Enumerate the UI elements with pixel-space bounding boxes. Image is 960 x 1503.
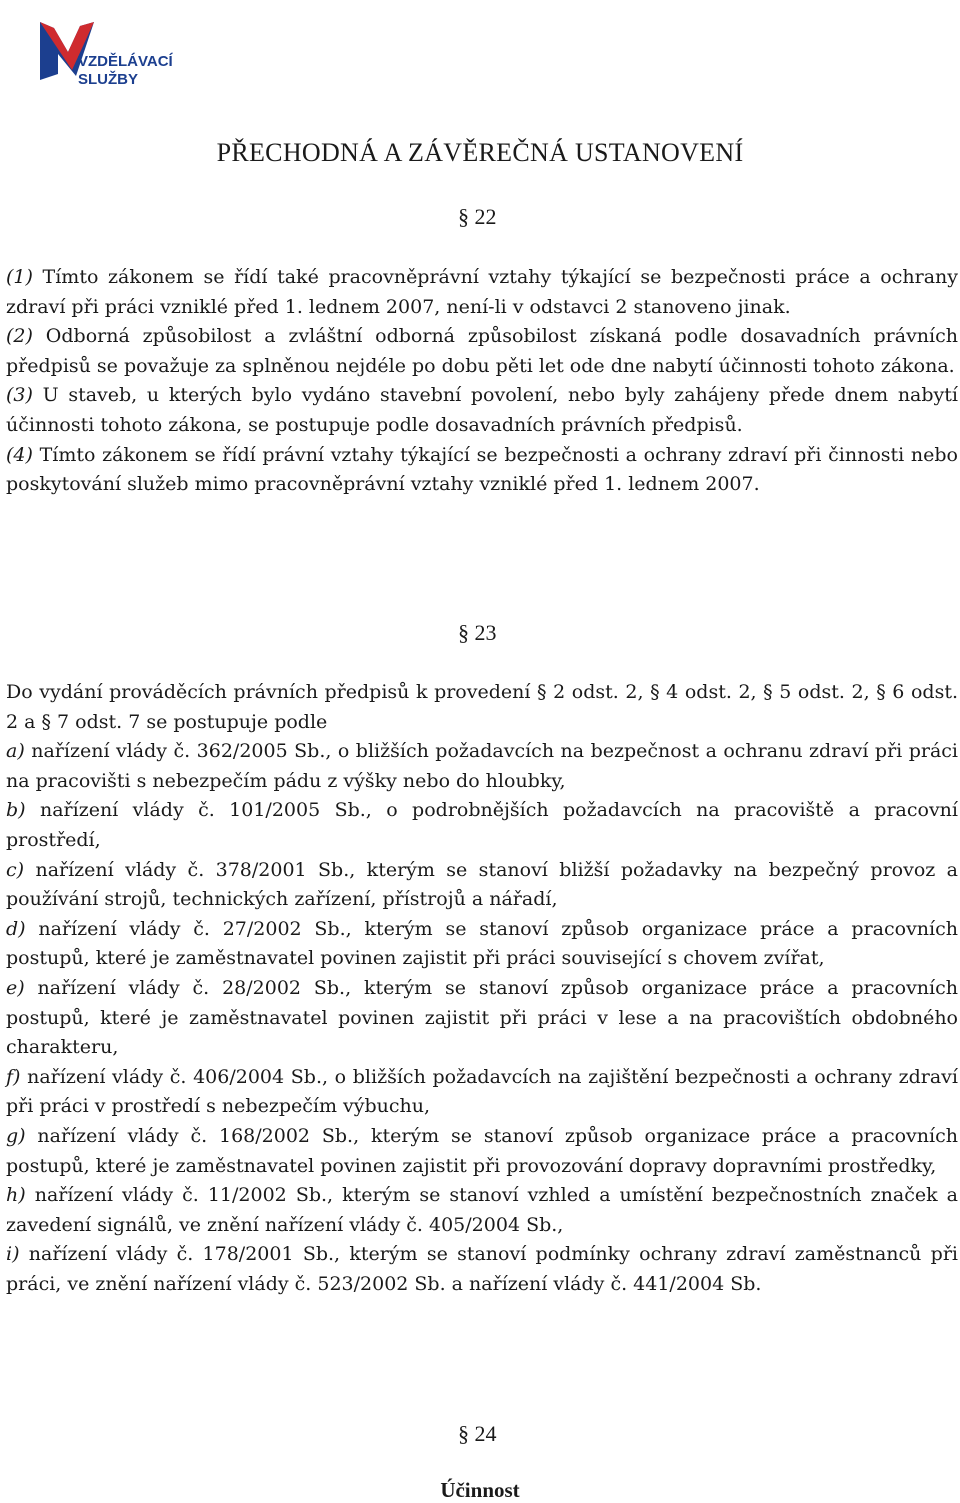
paragraph-2-text: Odborná způsobilost a zvláštní odborná způsobilost získaná podle dosavadních právních předpisů se považuje za splněnou nejdéle po dobu pěti let ode dne nabytí účinnosti tohoto zákona.: [6, 325, 958, 377]
paragraph-1-mark: (1): [6, 266, 33, 288]
section-23-intro: Do vydání prováděcích právních předpisů k provedení § 2 odst. 2, § 4 odst. 2, § 5 odst. 2, § 6 odst. 2 a § 7 odst. 7 se postupuje podle: [6, 681, 958, 733]
list-item-mark: a): [6, 740, 25, 763]
regulation-list: [6, 737, 958, 1299]
paragraph-4: [6, 441, 958, 500]
logo-mark-icon: [36, 14, 176, 96]
list-item-text: nařízení vlády č. 28/2002 Sb., kterým se stanoví způsob organizace práce a pracovních postupů, které je zaměstnavatel povinen zajistit při práci v lese a na pracovištích obdobného charakteru,: [6, 976, 958, 1059]
section-22-body: [6, 263, 958, 500]
paragraph-4-mark: (4): [6, 443, 33, 466]
paragraph-2: [6, 322, 958, 381]
page-title: PŘECHODNÁ A ZÁVĚREČNÁ USTANOVENÍ: [216, 138, 744, 167]
list-item: [6, 1063, 958, 1122]
section-23-body: [6, 678, 958, 1299]
paragraph-1: [6, 263, 958, 322]
section-22-number: § 22: [458, 204, 497, 229]
paragraph-1-text: Tímto zákonem se řídí také pracovněprávní vztahy týkající se bezpečnosti práce a ochrany zdraví při práci vzniklé před 1. lednem 2007, není-li v odstavci 2 stanoveno jinak.: [6, 266, 958, 318]
list-item-mark: h): [6, 1184, 26, 1207]
list-item-text: nařízení vlády č. 168/2002 Sb., kterým se stanoví způsob organizace práce a pracovních postupů, které je zaměstnavatel povinen zajistit při provozování dopravy dopravními prostředky,: [6, 1124, 958, 1177]
list-item-text: nařízení vlády č. 11/2002 Sb., kterým se stanoví vzhled a umístění bezpečnostních značek a zavedení signálů, ve znění nařízení vlády č. 405/2004 Sb.,: [6, 1184, 958, 1236]
list-item-text: nařízení vlády č. 406/2004 Sb., o bližších požadavcích na zajištění bezpečnosti a ochrany zdraví při práci v prostředí s nebezpečím výbuchu,: [6, 1065, 958, 1118]
paragraph-2-mark: (2): [6, 325, 33, 348]
list-item-mark: b): [6, 799, 26, 822]
vzdelavaci-sluzby-logo: [36, 14, 176, 96]
logo-line2: SLUŽBY: [78, 71, 138, 88]
list-item: [6, 737, 958, 796]
list-item-text: nařízení vlády č. 27/2002 Sb., kterým se stanoví způsob organizace práce a pracovních postupů, které je zaměstnavatel povinen zajistit při práci související s chovem zvířat,: [6, 917, 958, 970]
list-item: [6, 1122, 958, 1181]
list-item: [6, 974, 958, 1063]
paragraph-3: [6, 381, 958, 440]
list-item-mark: c): [6, 858, 25, 881]
list-item: [6, 856, 958, 915]
list-item-text: nařízení vlády č. 101/2005 Sb., o podrobnějších požadavcích na pracoviště a pracovní prostředí,: [6, 799, 958, 851]
list-item-mark: d): [6, 917, 26, 940]
list-item-mark: f): [6, 1065, 21, 1088]
list-item-text: nařízení vlády č. 378/2001 Sb., kterým se stanoví bližší požadavky na bezpečný provoz a používání strojů, technických zařízení, přístrojů a nářadí,: [6, 858, 958, 911]
section-24-heading: Účinnost: [440, 1478, 520, 1502]
list-item: [6, 915, 958, 974]
list-item-mark: g): [6, 1124, 26, 1147]
list-item: [6, 1240, 958, 1299]
list-item-mark: i): [6, 1243, 20, 1266]
section-23-number: § 23: [458, 620, 497, 645]
list-item: [6, 796, 958, 855]
list-item-text: nařízení vlády č. 178/2001 Sb., kterým se stanoví podmínky ochrany zdraví zaměstnanců při práci, ve znění nařízení vlády č. 523/2002 Sb. a nařízení vlády č. 441/2004 Sb.: [6, 1243, 958, 1295]
logo-line1: VZDĚLÁVACÍ: [78, 53, 173, 70]
section-24-number: § 24: [458, 1421, 497, 1446]
list-item-mark: e): [6, 976, 25, 999]
list-item: [6, 1181, 958, 1240]
paragraph-3-mark: (3): [6, 384, 33, 407]
paragraph-4-text: Tímto zákonem se řídí právní vztahy týkající se bezpečnosti a ochrany zdraví při činnosti nebo poskytování služeb mimo pracovněprávní vztahy vzniklé před 1. lednem 2007.: [6, 443, 958, 496]
paragraph-3-text: U staveb, u kterých bylo vydáno stavební povolení, nebo byly zahájeny přede dnem nabytí účinnosti tohoto zákona, se postupuje podle dosavadních právních předpisů.: [6, 384, 958, 436]
list-item-text: nařízení vlády č. 362/2005 Sb., o bližších požadavcích na bezpečnost a ochranu zdraví při práci na pracovišti s nebezpečím pádu z výšky nebo do hloubky,: [6, 740, 958, 792]
